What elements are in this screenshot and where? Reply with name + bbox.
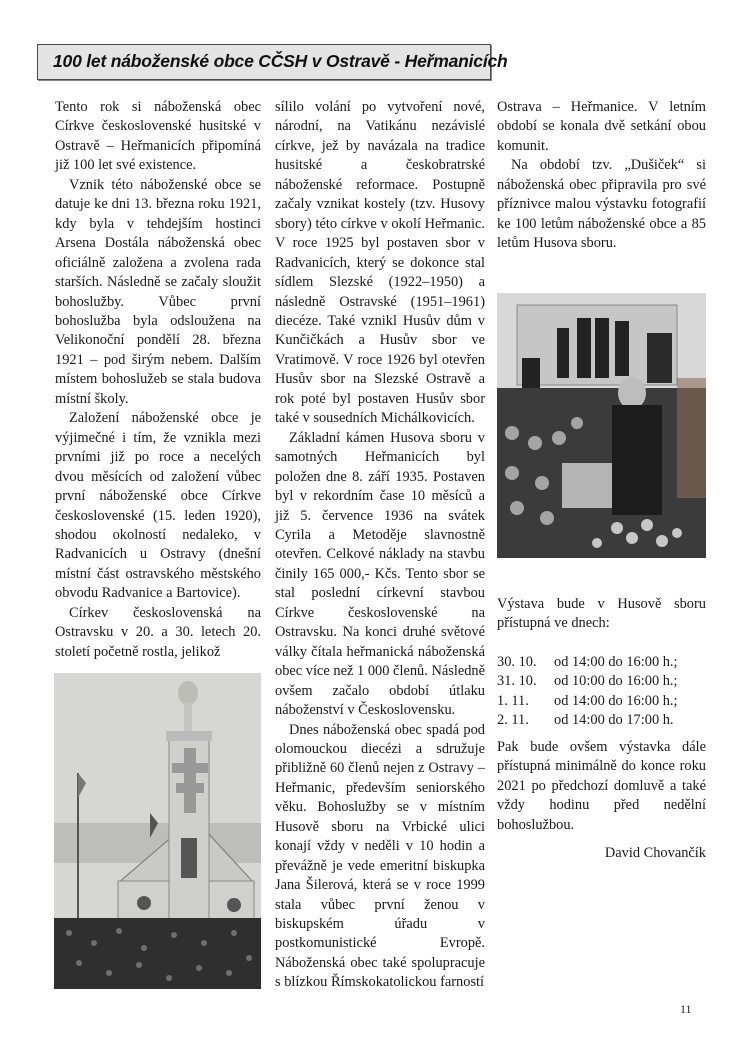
paragraph: Církev československá na Ostravsku v 20. a 30. letech 20. století početně rostla, jelikož xyxy=(55,604,261,660)
schedule-row xyxy=(497,711,706,730)
schedule-time: od 14:00 do 16:00 h.; xyxy=(554,653,678,670)
column-2 xyxy=(275,98,485,993)
paragraph: Ostrava – Heřmanice. V letním období se konala dvě setkání obou komunit. xyxy=(497,99,706,154)
paragraph: Dnes náboženská obec spadá pod olomouckou diecézi a sdružuje přibližně 60 členů nejen z Ostravy – Heřmanic, především seniorského věku. Bohoslužby se v místním Husově sboru na Vrbické ulici konají vždy v neděli v 10 hodin a převážně je vede emeritní biskupka Jana Šilerová, která se v roce 1999 stala vůbec první ženou v biskupském úřadu v postkomunistické Evropě. Náboženská obec také spolupracuje s blízkou Římskokatolickou farností xyxy=(275,721,485,991)
paragraph: Základní kámen Husova sboru v samotných Heřmanicích byl položen dne 8. září 1935. Postaven byl v rekordním čase 10 měsíců a již 5. července 1936 na svátek Cyrila a Metoděje slavnostně otevřen. Celkové náklady na stavbu činily 165 000,- Kčs. Tento sbor se stal poslední církevní stavbou Církve československé na Ostravsku. Na konci druhé světové války čítala heřmanická náboženská obec více než 1 000 členů. Následně ovšem začalo období útlaku náboženství v Československu. xyxy=(275,429,485,719)
paragraph: sílilo volání po vytvoření nové, národní, na Vatikánu nezávislé církve, jež by navázala na tradice husitské a českobratrské náboženské reformace. Postupně začaly vznikat kostely (tzv. Husovy sbory) této církve v okolí Heřmanic. V roce 1925 byl postaven sbor v Radvanicích, který se dokonce stal sídlem Slezské (1922–1950) a následně Ostravské (1951–1961) diecéze. Také vznikl Husův dům v Kunčičkách a Husův sbor ve Vratimově. V roce 1926 byl otevřen Husův sbor na Slezské Ostravě a rok poté byl postaven Husův sbor také v sousedních Michálkovicích. xyxy=(275,99,485,427)
column-1 xyxy=(55,98,261,662)
ceremony-photo xyxy=(497,293,706,558)
ceremony-image-icon xyxy=(497,293,706,558)
schedule-time: od 10:00 do 16:00 h.; xyxy=(554,673,678,690)
page-number: 11 xyxy=(680,1002,692,1016)
paragraph: Na období tzv. „Dušiček“ si náboženská obec připravila pro své příznivce malou výstavku fotografií ke 100 letům náboženské obce a 85 letům Husova sboru. xyxy=(497,157,706,252)
paragraph: Tento rok si náboženská obec Církve československé husitské v Ostravě – Heřmanicích připomíná již 100 let své existence. xyxy=(55,99,261,174)
article-title: 100 let náboženské obce CČSH v Ostravě - Heřmanicích xyxy=(53,51,508,71)
schedule-intro: Výstava bude v Husově sboru přístupná ve dnech: xyxy=(497,596,706,632)
schedule-row xyxy=(497,672,706,691)
closing-paragraph: Pak bude ovšem výstavka dále přístupná minimálně do konce roku 2021 po předchozí domluvě a také vždy hodinu před nedělní bohoslužbou. xyxy=(497,739,706,833)
church-photo xyxy=(54,673,261,989)
schedule-date: 2. 11. xyxy=(497,712,529,729)
author-signature: David Chovančík xyxy=(604,845,706,861)
schedule-date: 31. 10. xyxy=(497,673,537,690)
paragraph: Založení náboženské obce je výjimečné i tím, že vznikla mezi prvními již po roce a necelých dvou měsících od založení vůbec první náboženské obce Církve československé (15. leden 1920), shodou okolností nedaleko, v Radvanicích u Ostravy (dnešní místní část ostravského městského obvodu Radvanice a Bartovice). xyxy=(55,410,261,602)
church-image-icon xyxy=(54,673,261,989)
exhibition-schedule xyxy=(497,595,706,731)
paragraph: Vznik této náboženské obce se datuje ke dni 13. března roku 1921, kdy byla v tehdejším hostinci Arsena Dostála náboženská obec oficiálně založena a zvolena rada starších. Následně se začaly sloužit bohoslužby. Vůbec první bohoslužba byla odsloužena na Velikonoční pondělí 28. března 1921 – pod širým nebem. Dalším místem bohoslužeb se stala budova místní školy. xyxy=(55,176,261,407)
schedule-time: od 14:00 do 16:00 h.; xyxy=(554,692,678,709)
schedule-time: od 14:00 do 17:00 h. xyxy=(554,712,674,729)
article-title-box xyxy=(37,44,508,80)
schedule-row xyxy=(497,692,706,711)
column-3 xyxy=(497,98,706,254)
schedule-date: 1. 11. xyxy=(497,692,529,709)
schedule-row xyxy=(497,653,706,672)
schedule-date: 30. 10. xyxy=(497,653,537,670)
